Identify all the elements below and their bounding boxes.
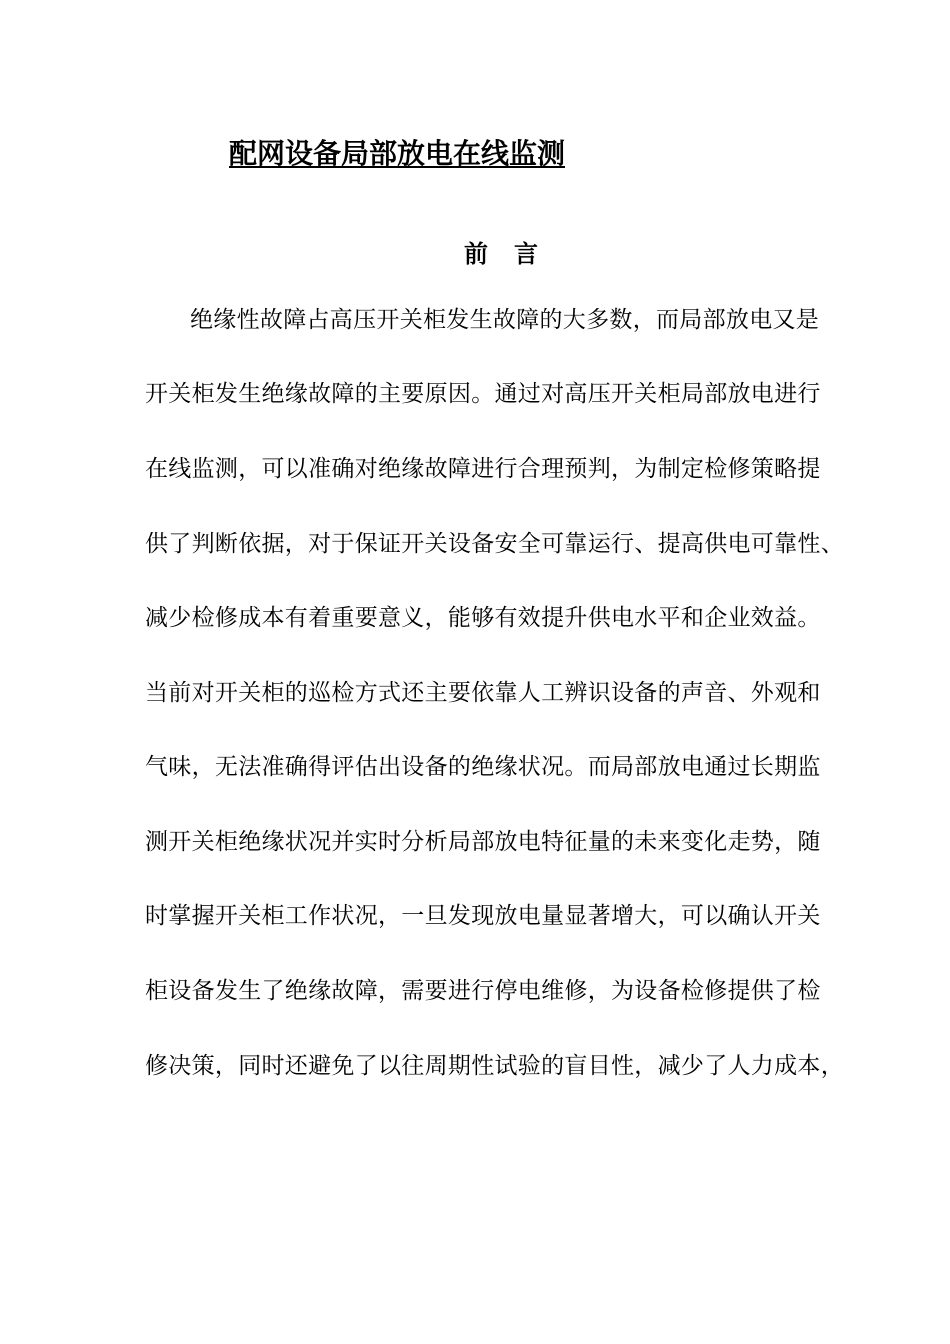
body-line: 绝缘性故障占高压开关柜发生故障的大多数，而局部放电又是 (190, 307, 820, 333)
body-line: 开关柜发生绝缘故障的主要原因。通过对高压开关柜局部放电进行 (145, 381, 821, 407)
body-line: 时掌握开关柜工作状况，一旦发现放电量显著增大，可以确认开关 (145, 903, 821, 929)
document-title-text: 配网设备局部放电在线监测 (229, 137, 566, 170)
body-line: 在线监测，可以准确对绝缘故障进行合理预判，为制定检修策略提 (145, 456, 821, 482)
body-line: 减少检修成本有着重要意义，能够有效提升供电水平和企业效益。 (145, 605, 821, 631)
body-line: 柜设备发生了绝缘故障，需要进行停电维修，为设备检修提供了检 (145, 978, 821, 1004)
section-heading: 前言 (464, 239, 564, 268)
document-title (229, 134, 577, 174)
body-line: 当前对开关柜的巡检方式还主要依靠人工辨识设备的声音、外观和 (145, 680, 821, 706)
body-line: 修决策，同时还避免了以往周期性试验的盲目性，减少了人力成本， (145, 1053, 844, 1079)
body-line: 供了判断依据，对于保证开关设备安全可靠运行、提高供电可靠性、 (145, 531, 844, 557)
body-line: 测开关柜绝缘状况并实时分析局部放电特征量的未来变化走势，随 (145, 829, 821, 855)
body-line: 气味，无法准确得评估出设备的绝缘状况。而局部放电通过长期监 (145, 754, 821, 780)
